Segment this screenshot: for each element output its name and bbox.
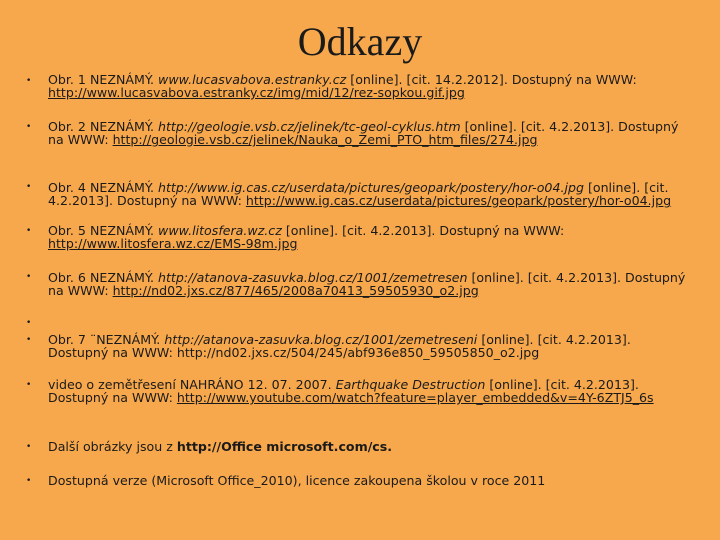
reference-link[interactable]: http://www.litosfera.wz.cz/EMS-98m.jpg <box>48 236 298 251</box>
reference-item: Obr. 1 NEZNÁMÝ. www.lucasvabova.estranky.cz [online]. [cit. 14.2.2012]. Dostupný na WWW: http://www.lucasvabova.estranky.cz/img/mid/12/rez-sopkou.gif.jpg <box>48 72 637 100</box>
bullet: • <box>26 442 32 452</box>
bullet: • <box>26 122 32 132</box>
bullet: • <box>26 335 32 345</box>
reference-item: Obr. 5 NEZNÁMÝ. www.litosfera.wz.cz [online]. [cit. 4.2.2013]. Dostupný na WWW: http://www.litosfera.wz.cz/EMS-98m.jpg <box>48 223 565 251</box>
reference-item: Dostupná verze (Microsoft Office_2010), licence zakoupena školou v roce 2011 <box>48 473 546 488</box>
bullet: • <box>26 318 32 328</box>
reference-item: video o zemětřesení NAHRÁNO 12. 07. 2007. Earthquake Destruction [online]. [cit. 4.2.2013]. Dostupný na WWW: http://www.youtube.com/watch?feature=player_embedded&v=4Y-6ZTJ5_6s <box>48 377 654 405</box>
page-title: Odkazy <box>297 19 423 64</box>
reference-link[interactable]: http://www.youtube.com/watch?feature=player_embedded&v=4Y-6ZTJ5_6s <box>176 390 654 405</box>
bullet: • <box>26 380 32 390</box>
bullet: • <box>26 76 32 86</box>
reference-item: Další obrázky jsou z http://Office microsoft.com/cs. <box>48 439 393 454</box>
reference-link[interactable]: http://nd02.jxs.cz/877/465/2008a70413_59505930_o2.jpg <box>112 283 479 298</box>
reference-item: Obr. 6 NEZNÁMÝ. http://atanova-zasuvka.blog.cz/1001/zemetresen [online]. [cit. 4.2.2013]. Dostupný na WWW: http://nd02.jxs.cz/877/465/2008a70413_59505930_o2.jpg <box>48 270 686 298</box>
reference-item: Obr. 7 ¨NEZNÁMÝ. http://atanova-zasuvka.blog.cz/1001/zemetreseni [online]. [cit. 4.2.2013]. Dostupný na WWW: http://nd02.jxs.cz/504/245/abf936e850_59505850_o2.jpg <box>48 332 631 360</box>
reference-link[interactable]: http://www.ig.cas.cz/userdata/pictures/geopark/postery/hor-o04.jpg <box>245 193 672 208</box>
bullet: • <box>26 182 32 192</box>
reference-item: Obr. 4 NEZNÁMÝ. http://www.ig.cas.cz/userdata/pictures/geopark/postery/hor-o04.jpg [online]. [cit. 4.2.2013]. Dostupný na WWW: http://www.ig.cas.cz/userdata/pictures/geopark/postery/hor-o04.jpg <box>48 180 672 208</box>
bullet: • <box>26 226 32 236</box>
bullet: • <box>26 272 32 282</box>
reference-item: Obr. 2 NEZNÁMÝ. http://geologie.vsb.cz/jelinek/tc-geol-cyklus.htm [online]. [cit. 4.2.2013]. Dostupný na WWW: http://geologie.vsb.cz/jelinek/Nauka_o_Zemi_PTO_htm_files/274.jpg <box>48 119 679 147</box>
reference-link[interactable]: http://www.lucasvabova.estranky.cz/img/mid/12/rez-sopkou.gif.jpg <box>48 85 465 100</box>
bullet: • <box>26 476 32 486</box>
reference-link[interactable]: http://geologie.vsb.cz/jelinek/Nauka_o_Zemi_PTO_htm_files/274.jpg <box>112 132 538 147</box>
